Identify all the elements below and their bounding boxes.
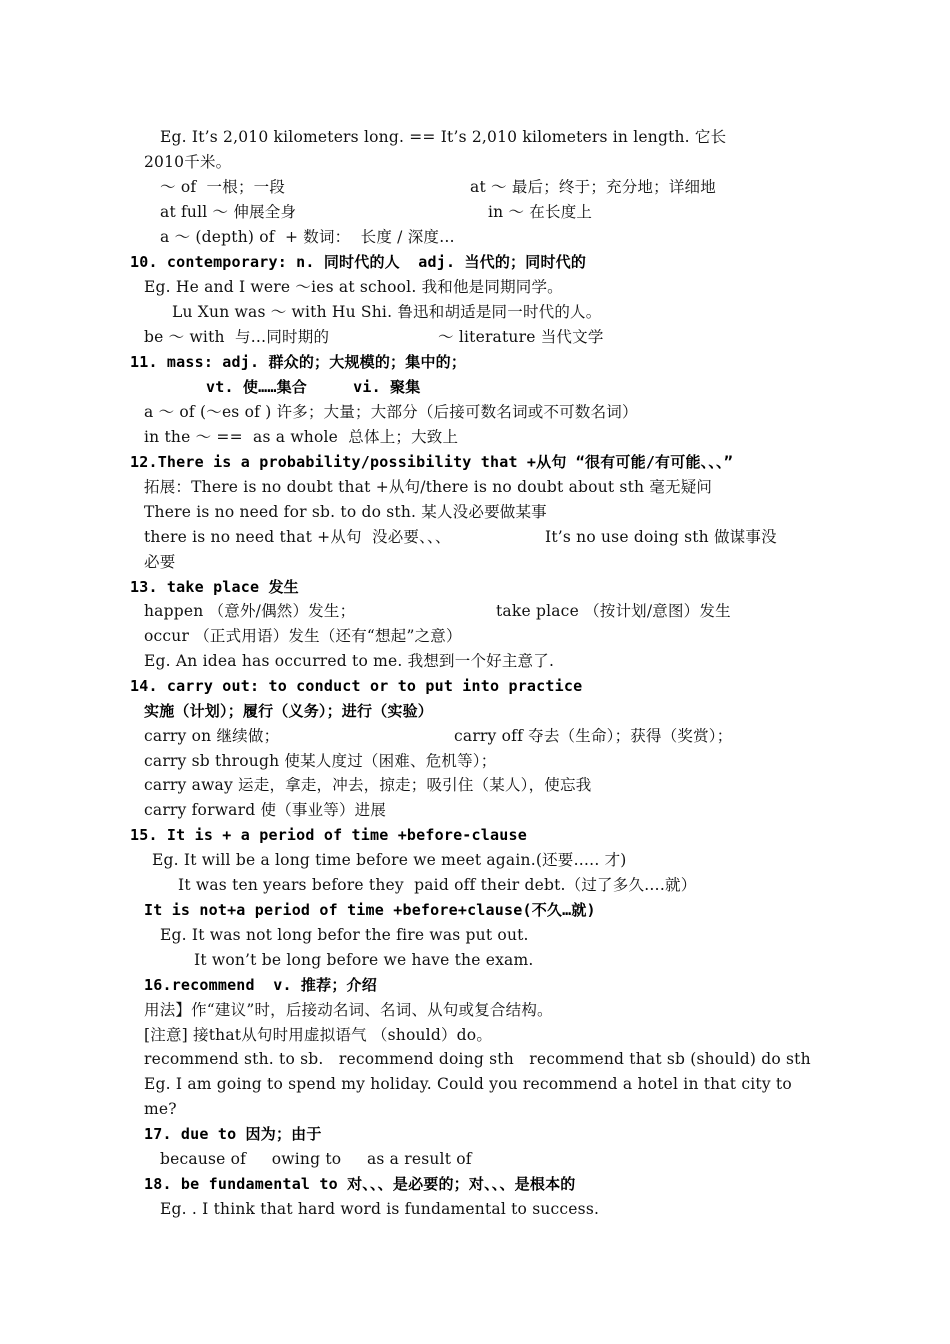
item-12-line-3b: It’s no use doing sth 做谋事没	[545, 528, 777, 546]
item-14-line-3: carry away 运走，拿走，冲去，掠走；吸引住（某人），使忘我	[144, 776, 592, 794]
item-16-line-1: 用法】作“建议”时，后接动名词、名词、从句或复合结构。	[144, 1001, 553, 1019]
item-10-line-1: Eg. He and I were ～ies at school. 我和他是同期同学。	[144, 278, 563, 296]
item-15-line-2: It was ten years before they paid off their debt.（过了多久….就）	[178, 876, 697, 894]
heading-15: 15. It is + a period of time +before-clause	[130, 826, 527, 844]
item-12-line-3a: there is no need that +从句 没必要、、、	[144, 528, 451, 546]
item-13-line-3: Eg. An idea has occurred to me. 我想到一个好主意了.	[144, 652, 555, 670]
item-13-line-1b: take place （按计划/意图）发生	[496, 602, 731, 620]
item-12-line-4: 必要	[144, 553, 176, 571]
item-10-line-3a: be ～ with 与…同时期的	[144, 328, 330, 346]
length-phrase-depth: a ～ (depth) of + 数词： 长度 / 深度…	[160, 228, 455, 246]
length-phrase-in: in ～ 在长度上	[488, 203, 593, 221]
heading-14-meaning: 实施（计划）；履行（义务）；进行（实验）	[144, 702, 434, 720]
item-10-line-3b: ～ literature 当代文学	[438, 328, 604, 346]
item-14-line-1b: carry off 夺去（生命）；获得（奖赏）；	[454, 727, 733, 745]
heading-16: 16.recommend v. 推荐；介绍	[144, 976, 377, 994]
item-11-line-2: in the ～ == as a whole 总体上；大致上	[144, 428, 459, 446]
item-13-line-1a: happen （意外/偶然）发生；	[144, 602, 356, 620]
item-18-line-1: Eg. . I think that hard word is fundamental to success.	[160, 1200, 600, 1218]
item-13-line-2: occur （正式用语）发生（还有“想起”之意）	[144, 627, 462, 645]
item-15-line-1: Eg. It will be a long time before we meet again.(还要….. 才)	[152, 851, 627, 869]
length-phrase-at: at ～ 最后；终于；充分地；详细地	[470, 178, 716, 196]
item-16-line-5: me?	[144, 1100, 177, 1118]
item-16-line-3: recommend sth. to sb. recommend doing sth recommend that sb (should) do sth	[144, 1050, 811, 1068]
item-14-line-4: carry forward 使（事业等）进展	[144, 801, 387, 819]
item-16-line-4: Eg. I am going to spend my holiday. Could you recommend a hotel in that city to	[144, 1075, 792, 1093]
item-14-line-2: carry sb through 使某人度过（困难、危机等）；	[144, 752, 497, 770]
heading-13: 13. take place 发生	[130, 578, 299, 596]
item-15-line-4: It won’t be long before we have the exam.	[194, 951, 534, 969]
heading-11: 11. mass: adj. 群众的；大规模的；集中的；	[130, 353, 467, 371]
length-phrase-of: ～ of 一根；一段	[160, 178, 286, 196]
heading-18: 18. be fundamental to 对、、、是必要的；对、、、是根本的	[144, 1175, 576, 1193]
heading-17: 17. due to 因为；由于	[144, 1125, 322, 1143]
heading-15-negative: It is not+a period of time +before+clause(不久…就)	[144, 901, 596, 919]
item-16-line-2: [注意] 接that从句时用虚拟语气 （should）do。	[144, 1026, 493, 1044]
heading-12: 12.There is a probability/possibility that +从句 “很有可能/有可能、、、”	[130, 453, 733, 471]
length-phrase-full: at full ～ 伸展全身	[160, 203, 297, 221]
heading-14: 14. carry out: to conduct or to put into practice	[130, 677, 583, 695]
item-17-line-1: because of owing to as a result of	[160, 1150, 472, 1168]
example-length: Eg. It’s 2,010 kilometers long. == It’s 2,010 kilometers in length. 它长	[160, 128, 727, 146]
item-15-line-3: Eg. It was not long befor the fire was put out.	[160, 926, 529, 944]
example-length-cont: 2010千米。	[144, 153, 232, 171]
heading-11-verbs: vt. 使……集合 vi. 聚集	[206, 378, 421, 396]
item-12-line-1: 拓展：There is no doubt that +从句/there is no doubt about sth 毫无疑问	[144, 478, 713, 496]
item-12-line-2: There is no need for sb. to do sth. 某人没必要做某事	[144, 503, 547, 521]
item-14-line-1a: carry on 继续做；	[144, 727, 280, 745]
heading-10: 10. contemporary: n. 同时代的人 adj. 当代的；同时代的	[130, 253, 587, 271]
item-10-line-2: Lu Xun was ～ with Hu Shi. 鲁迅和胡适是同一时代的人。	[172, 303, 602, 321]
item-11-line-1: a ～ of (～es of ) 许多；大量；大部分（后接可数名词或不可数名词）	[144, 403, 638, 421]
